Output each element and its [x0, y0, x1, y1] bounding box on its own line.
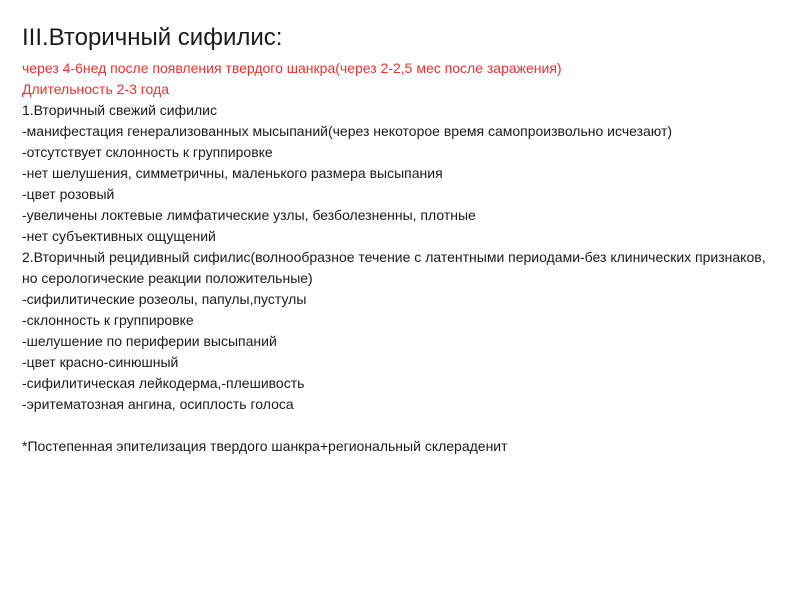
body-line-recurrent-heading: 2.Вторичный рецидивный сифилис(волнообразное течение с латентными периодами-без клинических признаков, но серологические реакции положительные)	[22, 249, 766, 286]
body-line: -шелушение по периферии высыпаний	[22, 333, 277, 349]
duration-line: Длительность 2-3 года	[22, 81, 169, 97]
body-line: -нет субъективных ощущений	[22, 228, 216, 244]
body-line: -сифилитическая лейкодерма,-плешивость	[22, 375, 305, 391]
body-line: -эритематозная ангина, осиплость голоса	[22, 396, 294, 412]
body-line: -манифестация генерализованных мысыпаний(через некоторое время самопроизвольно исчезают)	[22, 123, 673, 139]
body-line: -цвет розовый	[22, 186, 115, 202]
body-line-fresh-heading: 1.Вторичный свежий сифилис	[22, 102, 217, 118]
body-line: -отсутствует склонность к группировке	[22, 144, 273, 160]
body-line: -нет шелушения, симметричны, маленького размера высыпания	[22, 165, 443, 181]
body-line: -цвет красно-синюшный	[22, 354, 179, 370]
footnote: *Постепенная эпителизация твердого шанкра+региональный склераденит	[22, 438, 508, 454]
body-line: -сифилитические розеолы, папулы,пустулы	[22, 291, 307, 307]
spacer	[22, 415, 782, 436]
slide-title: III.Вторичный сифилис:	[22, 24, 283, 51]
body-line: -увеличены локтевые лимфатические узлы, безболезненны, плотные	[22, 207, 476, 223]
body-line: -склонность к группировке	[22, 312, 194, 328]
onset-line: через 4-6нед после появления твердого шанкра(через 2-2,5 мес после заражения)	[22, 60, 562, 76]
slide-content	[22, 22, 782, 457]
